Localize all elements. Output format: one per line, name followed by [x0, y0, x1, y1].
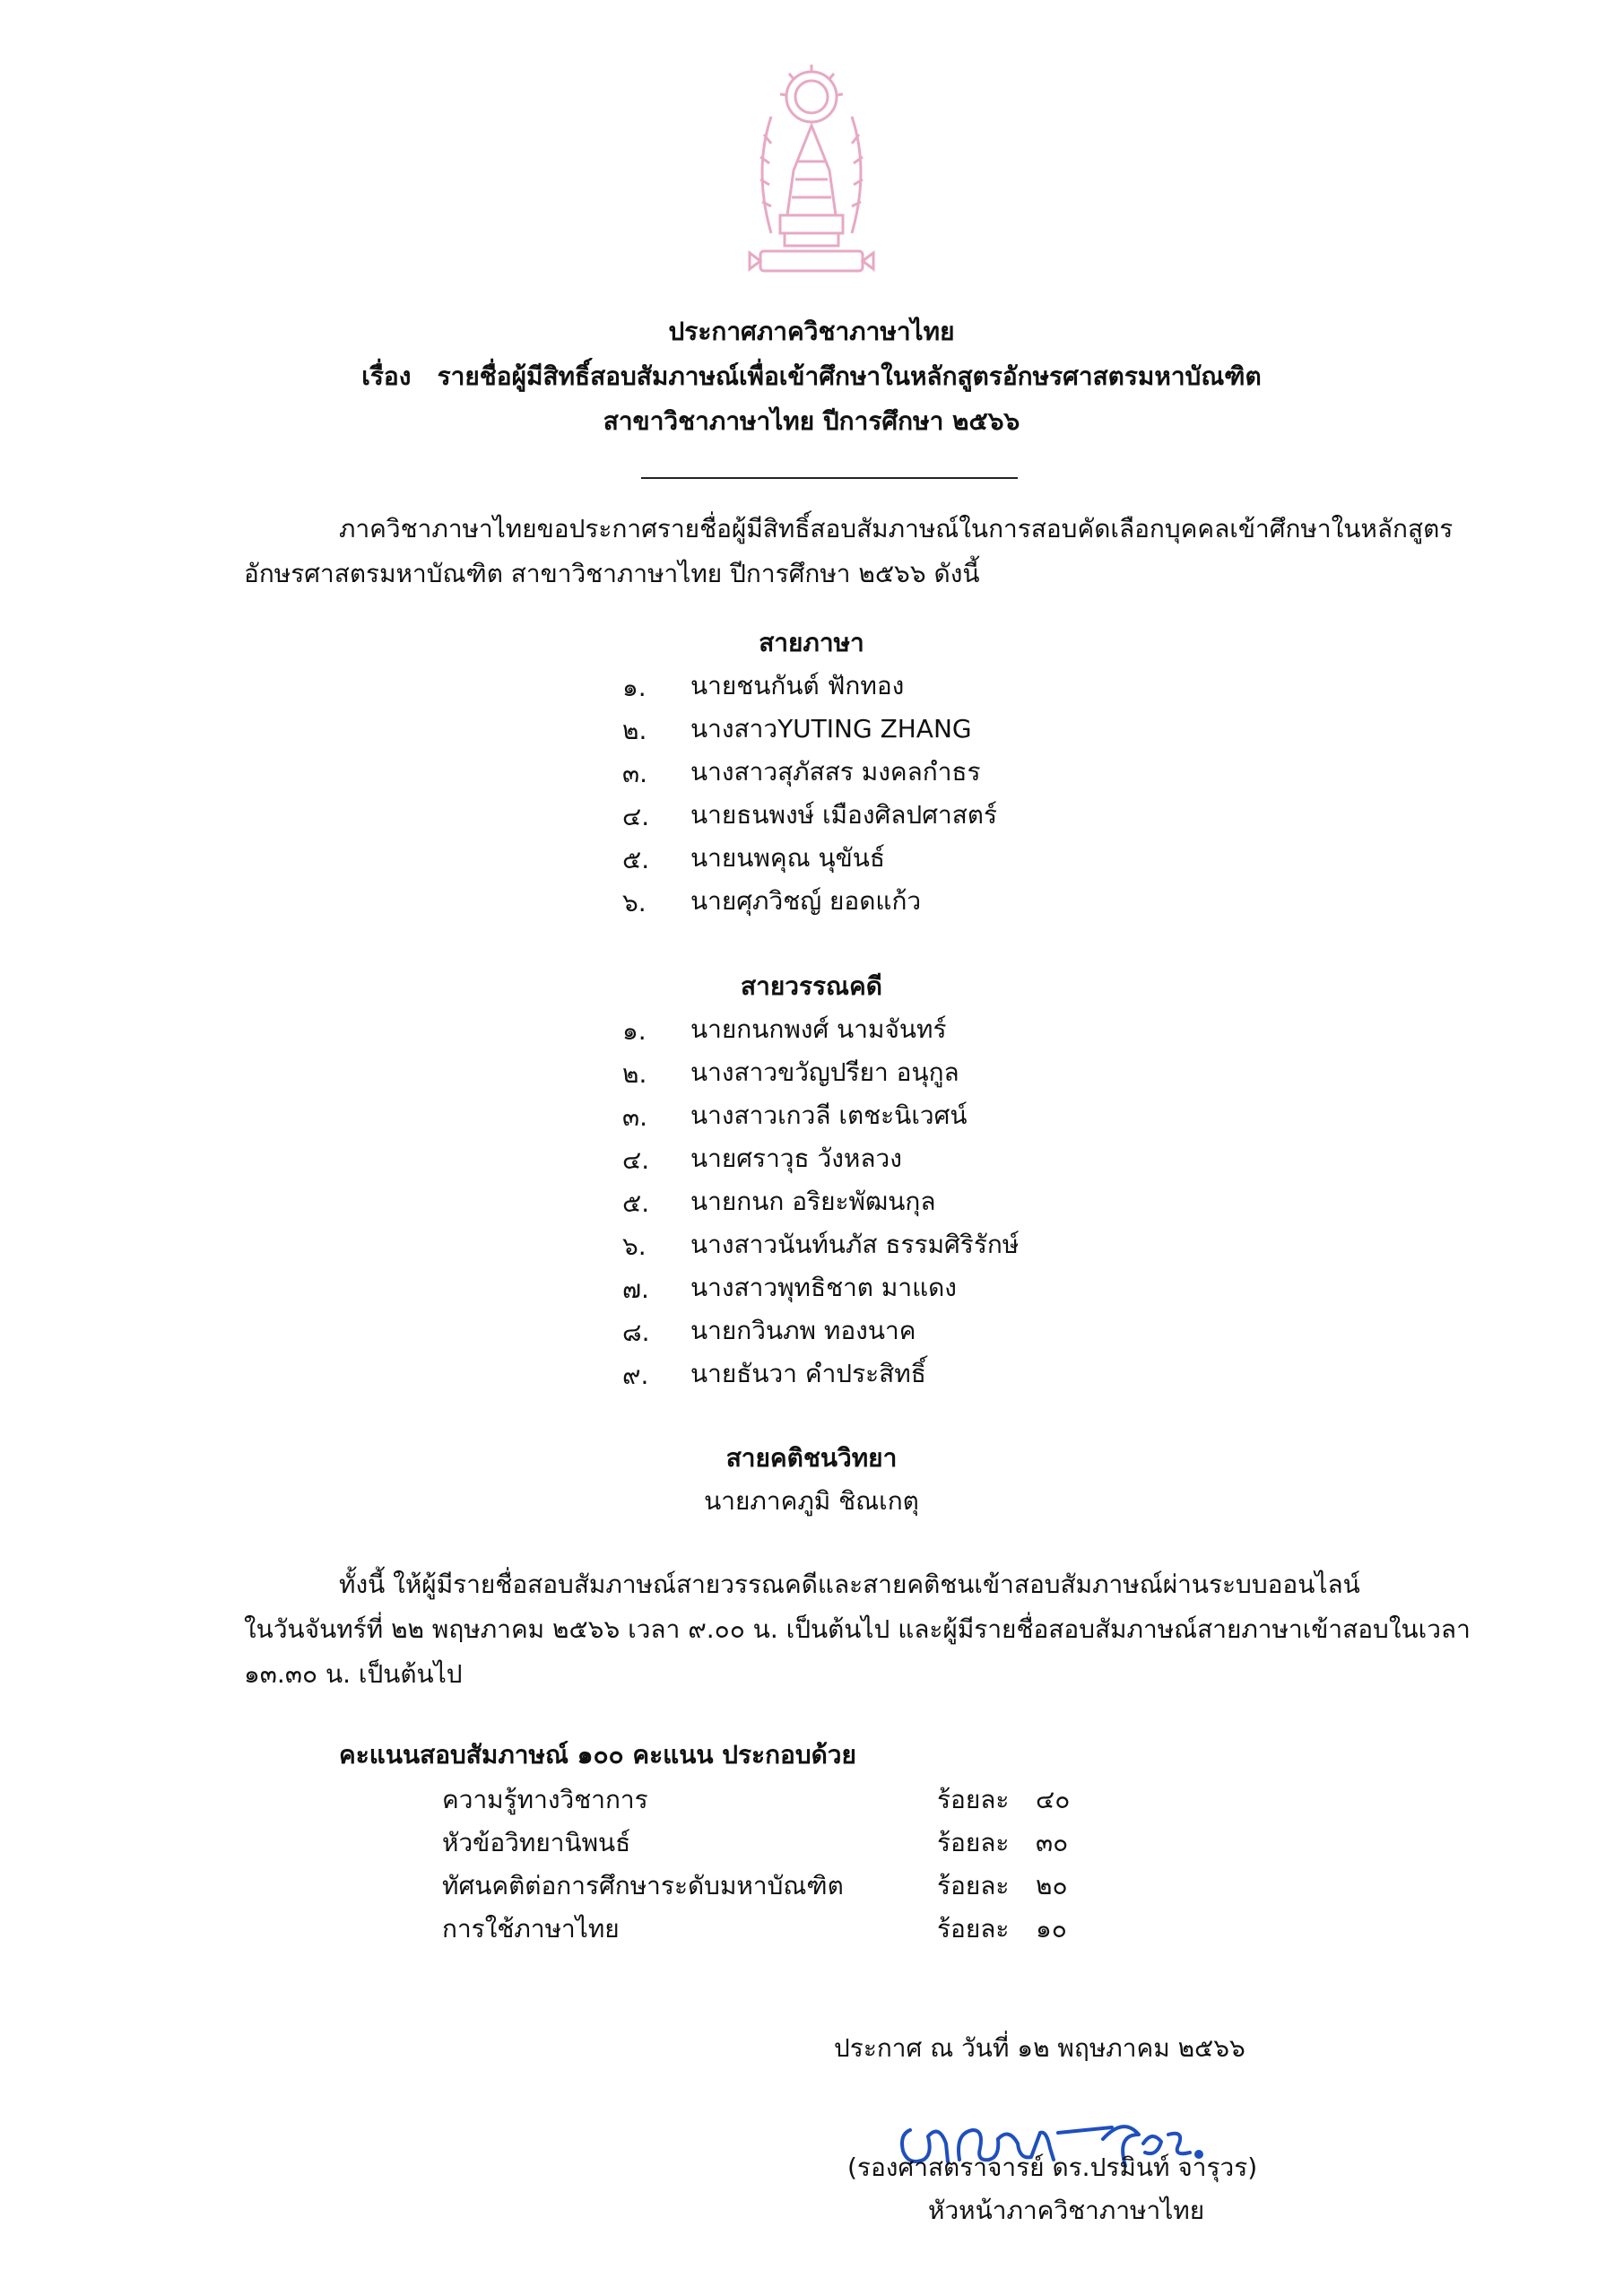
list-item: นายภาคภูมิ ชิณเกตุ [704, 1486, 919, 1516]
score-percent-label: ร้อยละ [937, 1785, 1010, 1814]
score-percent-label: ร้อยละ [937, 1914, 1010, 1944]
schedule-line-1: ทั้งนี้ ให้ผู้มีรายชื่อสอบสัมภาษณ์สายวรรณคดีและสายคติชนเข้าสอบสัมภาษณ์ผ่านระบบออนไลน์ [339, 1570, 1360, 1599]
scores-heading: คะแนนสอบสัมภาษณ์ ๑๐๐ คะแนน ประกอบด้วย [339, 1740, 856, 1770]
list-item: นายนพคุณ นุขันธ์ [690, 843, 885, 873]
score-value: ๑๐ [1036, 1914, 1067, 1944]
list-item: นางสาวเกวลี เตชะนิเวศน์ [690, 1100, 968, 1130]
list-number: ๖. [622, 1231, 647, 1261]
university-emblem-icon [744, 63, 879, 287]
list-number: ๘. [622, 1318, 650, 1347]
score-value: ๔๐ [1036, 1785, 1071, 1814]
list-item: นายศุภวิชญ์ ยอดแก้ว [690, 886, 922, 916]
score-percent-label: ร้อยละ [937, 1828, 1010, 1857]
header-line-2 [0, 357, 1623, 396]
list-item: นางสาวพุทธิชาต มาแดง [690, 1273, 957, 1302]
section-heading-literature: สายวรรณคดี [741, 971, 882, 1001]
header-divider [641, 477, 1018, 479]
list-number: ๖. [622, 888, 647, 918]
list-number: ๑. [622, 1016, 647, 1046]
score-label: ความรู้ทางวิชาการ [442, 1785, 648, 1814]
subject-prefix: เรื่อง [361, 361, 412, 391]
list-number: ๙. [622, 1361, 649, 1390]
schedule-line-2: ในวันจันทร์ที่ ๒๒ พฤษภาคม ๒๕๖๖ เวลา ๙.๐๐ น. เป็นต้นไป และผู้มีรายชื่อสอบสัมภาษณ์สายภาษาเข้าสอบในเวลา [244, 1614, 1471, 1644]
list-item: นายชนกันต์ ฟักทอง [690, 671, 905, 700]
signatory-name: (รองศาสตราจารย์ ดร.ปรมินท์ จารุวร) [847, 2152, 1258, 2182]
list-number: ๒. [622, 1059, 647, 1089]
list-item: นายธันวา คำประสิทธิ์ [690, 1359, 926, 1388]
intro-line-1: ภาควิชาภาษาไทยขอประกาศรายชื่อผู้มีสิทธิ์สอบสัมภาษณ์ในการสอบคัดเลือกบุคคลเข้าศึกษาในหลักสูตร [339, 514, 1454, 544]
subject-text: รายชื่อผู้มีสิทธิ์สอบสัมภาษณ์เพื่อเข้าศึกษาในหลักสูตรอักษรศาสตรมหาบัณฑิต [437, 361, 1262, 391]
section-heading-language: สายภาษา [759, 628, 864, 657]
list-number: ๓. [622, 759, 648, 788]
schedule-line-3: ๑๓.๓๐ น. เป็นต้นไป [244, 1659, 463, 1689]
list-number: ๒. [622, 716, 647, 745]
list-item: นายศราวุธ วังหลวง [690, 1144, 902, 1173]
list-item: นางสาวสุภัสสร มงคลกำธร [690, 757, 981, 787]
list-item: นายธนพงษ์ เมืองศิลปศาสตร์ [690, 800, 998, 830]
header-line-3: สาขาวิชาภาษาไทย ปีการศึกษา ๒๕๖๖ [603, 406, 1020, 436]
score-value: ๒๐ [1036, 1871, 1068, 1900]
list-number: ๑. [622, 673, 647, 702]
score-percent-label: ร้อยละ [937, 1871, 1010, 1900]
score-label: ทัศนคติต่อการศึกษาระดับมหาบัณฑิต [442, 1871, 844, 1900]
list-number: ๗. [622, 1274, 649, 1304]
intro-line-2: อักษรศาสตรมหาบัณฑิต สาขาวิชาภาษาไทย ปีการศึกษา ๒๕๖๖ ดังนี้ [244, 559, 980, 588]
list-item: นางสาวนันท์นภัส ธรรมศิริรักษ์ [690, 1230, 1020, 1259]
list-item: นายกนกพงศ์ นามจันทร์ [690, 1014, 947, 1044]
score-label: หัวข้อวิทยานิพนธ์ [442, 1828, 631, 1857]
score-value: ๓๐ [1036, 1828, 1069, 1857]
signatory-position: หัวหน้าภาควิชาภาษาไทย [928, 2196, 1205, 2225]
list-number: ๕. [622, 1188, 650, 1218]
header-line-1: ประกาศภาควิชาภาษาไทย [668, 317, 955, 346]
list-item: นางสาวYUTING ZHANG [690, 714, 972, 744]
list-number: ๔. [622, 1145, 650, 1175]
list-item: นายกวินภพ ทองนาค [690, 1316, 916, 1345]
list-item: นางสาวขวัญปรียา อนุกูล [690, 1057, 959, 1087]
list-number: ๕. [622, 845, 650, 874]
list-number: ๔. [622, 802, 650, 831]
list-item: นายกนก อริยะพัฒนกุล [690, 1187, 936, 1216]
announcement-date: ประกาศ ณ วันที่ ๑๒ พฤษภาคม ๒๕๖๖ [834, 2033, 1245, 2063]
section-heading-folklore: สายคติชนวิทยา [725, 1443, 898, 1473]
list-number: ๓. [622, 1102, 648, 1132]
score-label: การใช้ภาษาไทย [442, 1914, 620, 1944]
